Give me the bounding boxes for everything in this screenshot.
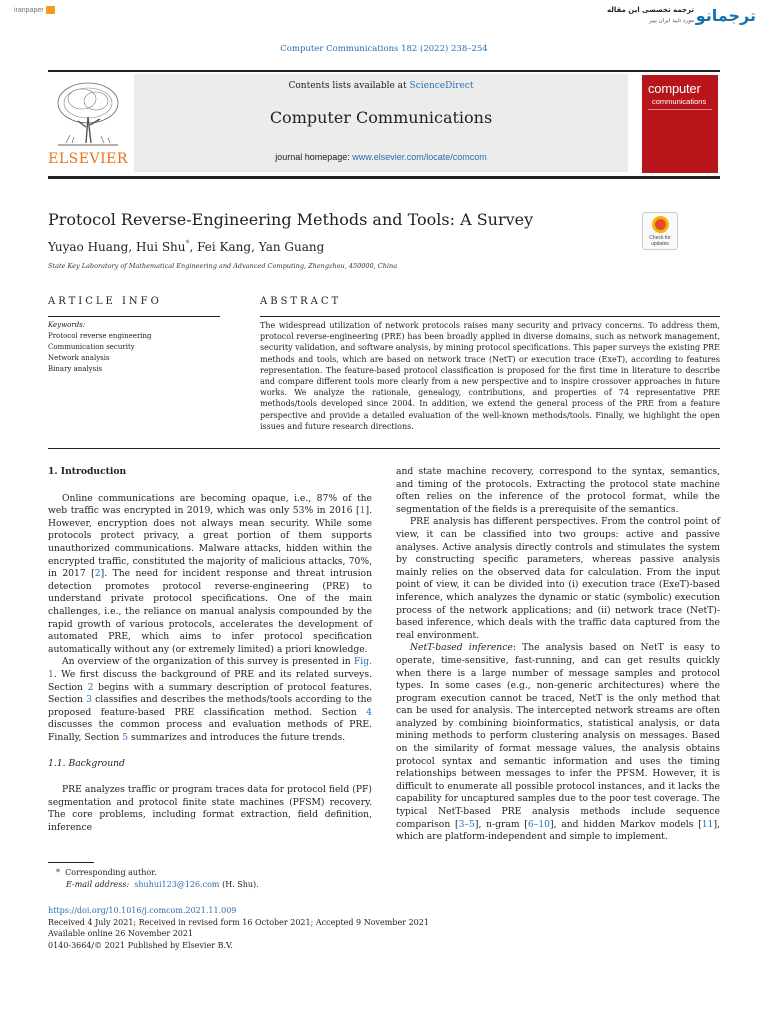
- article-info-heading: ARTICLE INFO: [48, 296, 162, 307]
- article-info-rule: [48, 316, 220, 317]
- section-link[interactable]: 2: [87, 681, 94, 693]
- header-rule-top: [48, 70, 720, 72]
- paragraph-intro-1: [48, 493, 372, 657]
- email-suffix: (H. Shu).: [219, 880, 259, 889]
- abstract-heading: ABSTRACT: [260, 296, 342, 307]
- citation-link[interactable]: 11: [701, 818, 714, 830]
- citation-link[interactable]: 6–10: [527, 818, 551, 830]
- watermark-line2: مورد تایید ایران پیپر: [649, 18, 694, 24]
- section-link[interactable]: 3: [86, 694, 92, 706]
- text-run: summarizes and introduces the future trends.: [128, 731, 346, 743]
- watermark-line1: ترجمه تخصصی این مقاله: [606, 6, 694, 14]
- email-label: E-mail address:: [66, 880, 130, 889]
- copyright: 0140-3664/© 2021 Published by Elsevier B.V.: [48, 940, 233, 950]
- keywords-block: [48, 320, 220, 375]
- authors-part2: , Fei Kang, Yan Guang: [189, 240, 325, 254]
- footnote-mark: *: [56, 868, 60, 877]
- text-run: Online communications are becoming opaque, i.e., 87% of the web traffic was encrypted in 2019, which was only 53% in 2016 [: [48, 492, 372, 517]
- paragraph-background-2: and state machine recovery, correspond to the syntax, semantics, and timing of the protocols. Extracting the protocol state machine often relies on the inference of the protocol format, while the segmentation of the fields is a prerequisite of the semantics.: [396, 466, 720, 515]
- homepage-line: [134, 152, 628, 162]
- authors-part1: Yuyao Huang, Hui Shu: [48, 240, 186, 254]
- abstract-bottom-rule: [48, 448, 720, 449]
- keyword-item: Binary analysis: [48, 365, 103, 373]
- sciencedirect-link[interactable]: ScienceDirect: [409, 81, 474, 91]
- tarjomano-watermark: [596, 4, 756, 32]
- abstract-rule: [260, 316, 720, 317]
- text-run: classifies and describes the methods/tools according to the proposed feature-based PRE classification method. Section: [48, 694, 372, 718]
- tarjomano-logo: ترجمانو: [695, 6, 756, 25]
- citation-link[interactable]: 2: [94, 568, 101, 580]
- footnote-rule: [48, 862, 94, 863]
- iranpaper-watermark: [14, 6, 55, 14]
- email-link[interactable]: shuhui123@126.com: [134, 880, 220, 889]
- paragraph-background-3: PRE analysis has different perspectives. From the control point of view, it can be classified into two groups: active and passive analyses. Active analysis directly controls and stimulates the system by constructing specific parameters, whereas passive analysis mainly relies on the observed data for calculation. From the input point of view, it can be divided into (i) execution trace (ExeT)-based inference, which analyzes the dynamic or static (symbolic) execution process of the network applications; and (ii) network trace (NetT)-based inference, which deals with the traffic data captured from the real environment.: [396, 516, 720, 641]
- contents-prefix: Contents lists available at: [288, 81, 410, 91]
- text-run: ], which are platform-independent and simple to implement.: [396, 818, 720, 843]
- journal-cover[interactable]: [642, 75, 718, 173]
- cover-title: computer: [648, 81, 701, 96]
- article-footer: [48, 905, 429, 951]
- received-dates: Received 4 July 2021; Received in revised form 16 October 2021; Accepted 9 November 2021: [48, 917, 429, 927]
- text-run: ], n-gram [: [474, 818, 528, 830]
- elsevier-tree-icon: [48, 77, 128, 151]
- body-column-left: [48, 466, 372, 834]
- paragraph-background-1: PRE analyzes traffic or program traces data for protocol field (PF) segmentation and protocol finite state machines (PFSM) recovery. The core problems, including format extraction, field definition, inference: [48, 784, 372, 833]
- text-run: ]. However, encryption does not always mean security. While some protocols protect privacy, a great portion of them supports unauthorized communications. Malware attacks, hidden within the encrypted traffic, constituted the majority of malicious attacks, 70%, in 2017 [: [48, 505, 372, 580]
- text-run: ]. The need for incident response and threat intrusion detection promotes protocol reverse-engineering (PRE) to understand private protocol specifications. One of the main challenges, i.e., the reliance on manual analysis compounded by the rapid growth of various protocols, accelerates the development of automated PRE, which aims to infer protocol specification automatically without any (or extremely limited) a priori knowledge.: [48, 568, 372, 655]
- author-list: [48, 239, 324, 254]
- elsevier-wordmark: ELSEVIER: [48, 151, 128, 167]
- keywords-label: Keywords:: [48, 321, 86, 329]
- figure-link[interactable]: Fig. 1: [48, 656, 372, 680]
- footnote: [56, 867, 259, 891]
- text-run: : The analysis based on NetT is easy to operate, time-sensitive, fast-running, and can get results quickly when there is a large number of message samples and protocol types. In some cases (e.g., non-generic architectures) where the program execution cannot be traced, NetT is the only method that can be used for analysis. The intercepted network streams are often analyzed by combining bioinformatics, statistical analysis, or data mining methods to perform clustering analysis on messages. Based on the similarity of format message values, the analysis obtains protocol syntax and semantic information and uses the timing relationships between messages to infer the PFSM. However, it is difficult to enumerate all possible protocol instances, and it lacks the capability for uncaptured samples due to the poor test coverage. The typical NetT-based PRE analysis methods include sequence comparison [: [396, 642, 720, 830]
- doi-link[interactable]: https://doi.org/10.1016/j.comcom.2021.11.009: [48, 906, 237, 915]
- cover-divider: [648, 109, 712, 110]
- journal-name: Computer Communications: [269, 108, 493, 127]
- footnote-corresponding: Corresponding author.: [65, 868, 157, 877]
- homepage-prefix: journal homepage:: [275, 152, 353, 162]
- keyword-item: Network analysis: [48, 354, 110, 362]
- affiliation: State Key Laboratory of Mathematical Engineering and Advanced Computing, Zhengzhou, 450000, China: [48, 262, 398, 270]
- text-run: begins with a summary description of protocol features. Section: [48, 681, 372, 706]
- homepage-link[interactable]: www.elsevier.com/locate/comcom: [352, 152, 487, 162]
- abstract-text: The widespread utilization of network protocols raises many security and privacy concerns. To address them, protocol reverse-engineering (PRE) has been broadly applied in diverse domains, such as network management, security validation, and software analysis, by mining protocol specifications. This paper surveys the existing PRE methods and tools, which are based on network trace (NetT) or execution trace (ExeT), according to features representation. The feature-based protocol classification is proposed for the first time in literature to describe and compare different tools more clearly from a new perspective and to inspire crossover approaches in future works. We analyze the rationale, genealogy, contributions, and properties of 74 representative PRE methods/tools developed since 2004. In addition, we extend the general process of the PRE from a feature perspective and provide a detailed evaluation of the well-known methods/tools. Finally, we highlight the open issues and future research directions.: [260, 321, 720, 431]
- section-link[interactable]: 4: [366, 706, 372, 718]
- citation-link[interactable]: 1: [359, 505, 366, 517]
- check-for-updates-badge[interactable]: [642, 212, 678, 250]
- section-heading-introduction: 1. Introduction: [48, 466, 127, 477]
- section-link[interactable]: 5: [122, 731, 129, 743]
- iranpaper-text: iranpaper: [14, 6, 44, 14]
- keyword-item: Protocol reverse engineering: [48, 332, 152, 340]
- inline-term: NetT-based inference: [410, 642, 513, 654]
- cover-subtitle: communications: [652, 97, 707, 106]
- text-run: discusses the common process and evaluation methods of PRE. Finally, Section: [48, 719, 372, 743]
- text-run: ], and hidden Markov models [: [550, 818, 702, 830]
- iranpaper-logo-icon: [46, 6, 55, 14]
- text-run: . We first discuss the background of PRE and its related surveys. Section: [48, 668, 372, 693]
- paragraph-intro-2: [48, 656, 372, 744]
- paragraph-nett-inference: [396, 642, 720, 844]
- text-run: An overview of the organization of this survey is presented in: [62, 656, 354, 668]
- check-updates-label: Check for updates: [649, 235, 671, 247]
- online-date: Available online 26 November 2021: [48, 929, 194, 939]
- contents-line: [134, 81, 628, 91]
- header-rule-bottom: [48, 176, 720, 179]
- journal-reference-link[interactable]: Computer Communications 182 (2022) 238–254: [280, 44, 488, 54]
- citation-link[interactable]: 3–5: [458, 818, 475, 830]
- subsection-heading-background: 1.1. Background: [48, 758, 125, 770]
- corresponding-author-link[interactable]: *: [185, 239, 190, 248]
- keyword-item: Communication security: [48, 343, 135, 351]
- body-column-right: [396, 466, 720, 844]
- check-updates-icon: [652, 216, 669, 233]
- paper-title: Protocol Reverse-Engineering Methods and Tools: A Survey: [48, 210, 534, 229]
